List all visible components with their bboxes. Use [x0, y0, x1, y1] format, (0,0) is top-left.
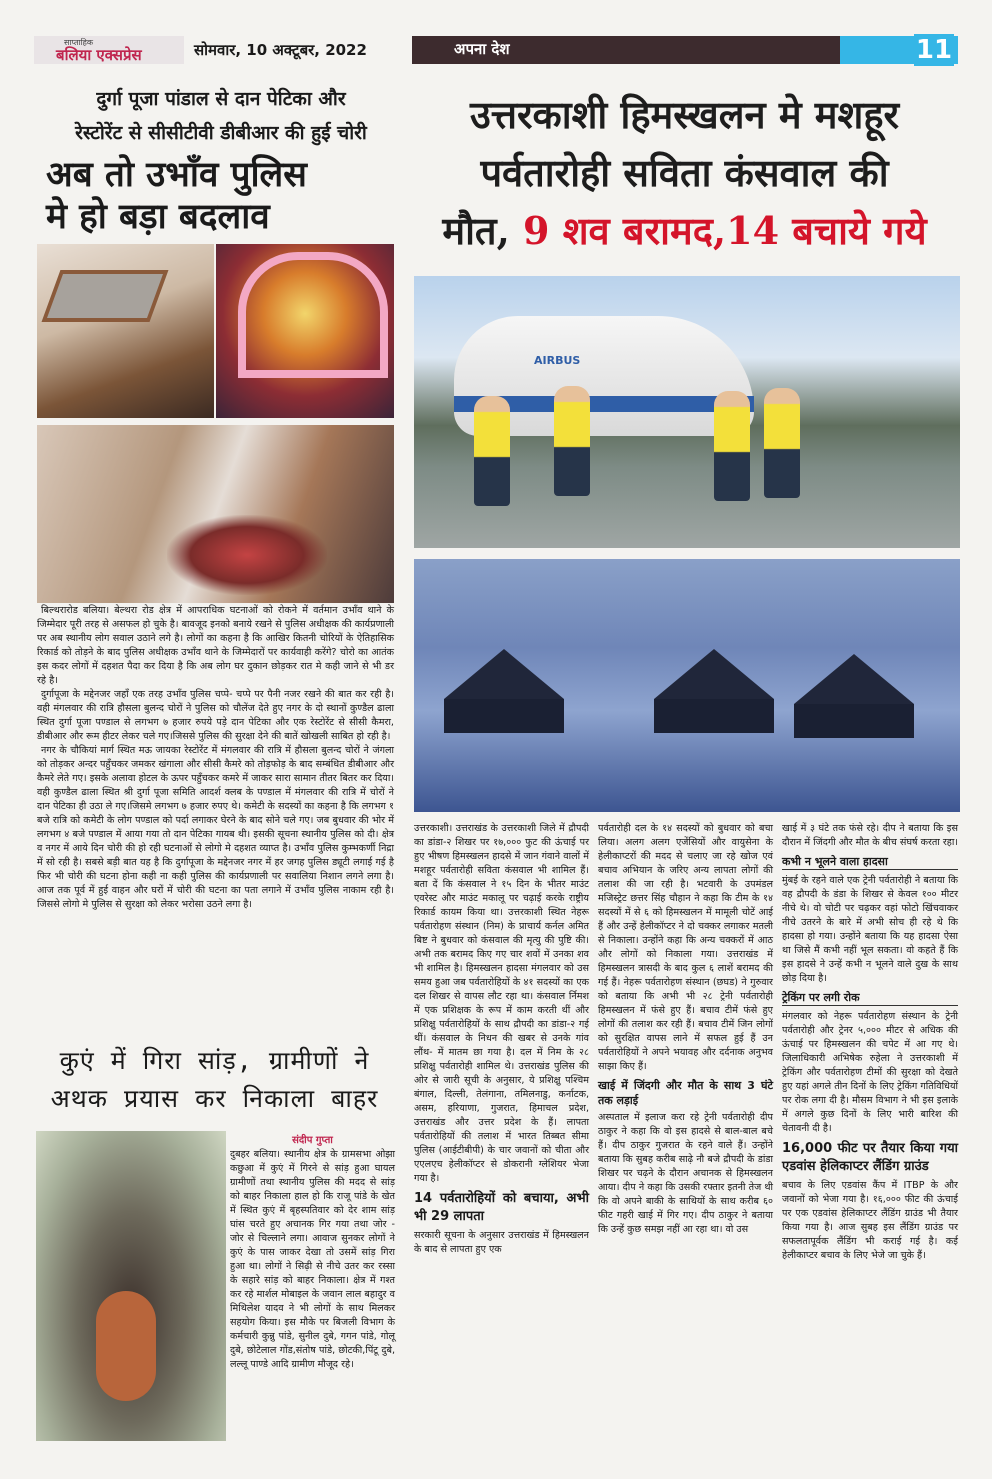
- story1-headline-line1: अब तो उभाँव पुलिस: [46, 154, 307, 195]
- story3-col3-subhead-3: 16,000 फीट पर तैयार किया गया एडवांस हेलिकाप्टर लैंडिंग ग्राउंड: [782, 1141, 958, 1174]
- story3-col1-text: उत्तरकाशी। उत्तराखंड के उत्तरकाशी जिले में द्रौपदी का डांडा-२ शिखर पर १७,००० फुट की ऊंचाई पर हुए भीषण हिमस्खलन हादसे में जान गंवाने वालों में मशहूर पर्वतारोही सविता कंसवाल भी शामिल हैं। बता दें कि कंसवाल ने १५ दिन के भीतर माउंट एवरेस्ट और माउंट मकालू पर चढ़ाई करके राष्ट्रीय रिकार्ड कायम किया था। उत्तरकाशी स्थित नेहरू पर्वतारोहण संस्थान (निम) के प्राचार्य कर्नल अमित बिष्ट ने बुधवार को कंसवाल की मृत्यु की पुष्टि की। अभी तक बरामद किए गए चार शवों में उनका शव भी शामिल है। हिमस्खलन हादसा मंगलवार को उस समय हुआ जब पर्वतारोहियों के ४१ सदस्यों का एक दल शिखर से वापस लौट रहा था। कंसवाल र्निमश में एक प्रशिक्षक के रूप में काम करती थीं और प्रशिक्षु पर्वतारोहियों के साथ द्रौपदी का डांडा-२ गई थीं। कंसवाल के निधन की खबर से उनके गांव लौंथ- में मातम छा गया है। दल में निम के २८ प्रशिक्षु पर्वतारोही शामिल थे। उत्तराखंड पुलिस की ओर से जारी सूची के अनुसार, ये प्रशिक्षु पश्चिम बंगाल, दिल्ली, तेलंगाना, तमिलनाडु, कर्नाटक, असम, हरियाणा, गुजरात, हिमाचल प्रदेश, उत्तराखंड और उत्तर प्रदेश के हैं। लापता पर्वतारोहियों की तलाश में भारत तिब्बत सीमा पुलिस (आईटीबीपी) के चार जवानों को चीता और एएलएच हेलीकॉप्टर से डोकरानी ग्लेशियर भेजा गया है।: [414, 823, 589, 1184]
- story2-byline: संदीप गुप्ता: [292, 1135, 333, 1146]
- story3-headline: [412, 86, 957, 260]
- story1-kicker-line1: दुर्गा पूजा पांडाल से दान पेटिका और: [96, 88, 346, 110]
- story3-col3-subhead-1: कभी न भूलने वाला हादसा: [782, 854, 958, 870]
- story3-col1-tail: सरकारी सूचना के अनुसार उत्तराखंड में हिमस्खलन के बाद से लापता हुए एक: [414, 1230, 589, 1255]
- photo-ransacked-room: [37, 425, 394, 603]
- story3-headline-line3-a: मौत,: [442, 208, 524, 253]
- story3-column-2: [598, 822, 773, 1237]
- story1-headline: [36, 154, 406, 238]
- story3-headline-line3: [412, 202, 957, 260]
- photo-snow-camp-tents: [414, 559, 960, 812]
- helicopter-brand: AIRBUS: [534, 354, 581, 367]
- story3-col3-head: खाई में ३ घंटे तक फंसे रहे। दीप ने बताया कि इस दौरान में जिंदगी और मौत के बीच संघर्ष करता रहा।: [782, 823, 959, 848]
- story3-column-1: [414, 822, 589, 1257]
- story3-col3-p3: बचाव के लिए एडवांस कैंप में ITBP के और जवानों को भेजा गया है। १६,००० फीट की ऊंचाई पर एक एडवांस हेलिकाप्टर लैंडिंग ग्राउंड भी तैयार किया गया है। आज सुबह इस लैंडिंग ग्राउंड पर सफलतापूर्वक लैंडिंग भी कराई गई है। कई हेलीकाप्टर बचाव के लिए भेजे जा चुके हैं।: [782, 1180, 958, 1261]
- story3-column-3: [782, 822, 958, 1263]
- photo-helicopter-rescue-team: [414, 276, 960, 548]
- story1-paragraph: दुर्गापूजा के मद्देनजर जहाँ एक तरह उभाँव पुलिस चप्पे- चप्पे पर पैनी नजर रखने की बात कर रही है। वही मंगलवार की रात्रि हौसला बुलन्द चोरों ने पुलिस को चौलेंज देते हुए नगर के दो स्थानों कुण्डैल ढाला स्थित दुर्गा पूजा पण्डाल से लगभग ७ हजार रुपये पड़े दान पेटिका और एक रेस्टोरेंट से सीसी कैमरा, डीबीआर और रूम हीटर लेकर चले गए।जिससे पुलिस की सुरक्षा देने की बातें खोखली साबित हो रही है।: [37, 689, 394, 742]
- paper-name: बलिया एक्सप्रेस: [56, 46, 142, 64]
- story3-headline-line2: पर्वतारोही सविता कंसवाल की: [480, 150, 889, 195]
- story3-headline-line3-b: 9 शव बरामद,14 बचाये गये: [523, 208, 927, 253]
- issue-date: सोमवार, 10 अक्टूबर, 2022: [194, 41, 367, 59]
- story2-headline-line2: अथक प्रयास कर निकाला बाहर: [50, 1084, 379, 1113]
- story1-headline-line2: मे हो बड़ा बदलाव: [46, 196, 270, 237]
- story3-col2-subhead: खाई में जिंदगी और मौत के साथ 3 घंटे तक लड़ाई: [598, 1079, 773, 1107]
- story3-col3-p2: मंगलवार को नेहरू पर्वतारोहण संस्थान के ट्रेनी पर्वतारोही और ट्रेनर ५,००० मीटर से अधिक की ऊंचाई पर हिमस्खलन की चपेट में आ गए थे। जिलाधिकारी अभिषेक रुहेला ने उत्तरकाशी में ट्रेकिंग और पर्वतारोहण टीमों की सुरक्षा को देखते हुए यहां अगले तीन दिनों के लिए ट्रेकिंग गतिविधियों पर रोक लगा दी है। मौसम विभाग ने भी इस इलाके में अगले कुछ दिनों के लिए भारी बारिश की चेतावनी दी है।: [782, 1011, 958, 1134]
- story3-col2-tail: अस्पताल में इलाज करा रहे ट्रेनी पर्वतारोही दीप ठाकुर ने कहा कि वो इस हादसे से बाल-बाल बचे हैं। दीप ठाकुर गुजरात के रहने वाले हैं। उन्होंने बताया कि सुबह करीब साढ़े नौ बजे द्रौपदी के डांडा शिखर पर चढ़ने के दौरान अचानक से हिमस्खलन आया। दीप ने कहा कि उसकी रफ्तार इतनी तेज थी कि वो अपने बाकी के साथियों के साथ करीब ६० फीट गहरी खाई में गिर गए। दीप ठाकुर ने बताया कि उन्हें कुछ समझ नहीं आ रहा था। वो उस: [598, 1112, 773, 1235]
- page-number: 11: [915, 35, 953, 65]
- story3-col2-text: पर्वतारोही दल के १४ सदस्यों को बुधवार को बचा लिया। अलग अलग एजेंसियों और वायुसेना के हेलीकाप्टरों की मदद से चलाए जा रहे खोज एवं बचाव अभियान के जरिए अन्य लापता लोगों की तलाश की जा रही है। भटवारी के उपमंडल मजिस्ट्रेट छत्तर सिंह चौहान ने कहा कि टीम के १४ सदस्यों में से ६ को हिमस्खलन में मामूली चोटें आई हैं और उन्हें हेलीकॉप्टर ने दो चक्कर लगाकर मतली से निकाला। उन्होंने कहा कि अन्य चक्करों में आठ और लोगों को निकाला गया। उत्तराखंड में हिमस्खलन त्रासदी के बाद कुल ६ लाशें बरामद की गई हैं। नेहरू पर्वतारोहण संस्थान (छघड) ने गुरुवार को बताया कि अभी भी २८ ट्रेनी पर्वतारोही हिमस्खलन में फंसे हुए हैं। बचाव टीमें फंसे हुए लोगों की तलाश कर रही हैं। बचाव टीमें जिन लोगों को सुरक्षित वापस लाने में सफल हुई हैं उन पर्वतारोहियों ने अपने भयावह और दर्दनाक अनुभव साझा किए हैं।: [598, 823, 773, 1072]
- photo-durga-pandal: [216, 244, 394, 418]
- masthead: [34, 36, 958, 64]
- story1-kicker: [36, 82, 406, 150]
- story2-body: दुबहर बलिया। स्थानीय क्षेत्र के ग्रामसभा ओझा कछुआ में कुएं में गिरने से सांड़ हुआ घायल ग्रामीणों तथा स्थानीय पुलिस की मदद से सांड़ को बाहर निकाला हाल हो कि राजू पांडे के खेत में स्थित कुएं में बृहस्पतिवार को देर शाम सांड़ घांस चरते हुए अचानक गिर गया तथा जोर - जोर से चिल्लाने लगा। आवाज सुनकर लोगों ने कुएं के पास जाकर देखा तो उसमें सांड़ गिरा हुआ था। लोगों ने सिढ़ी से नीचे उतर कर रस्सा के सहारे सांड़ को बाहर निकाला। क्षेत्र में गश्त कर रहे मार्शल मोबाइल के जवान लाल बहादुर व मिथिलेश यादव ने भी लोगों के साथ मिलकर सहयोग किया। इस मौके पर बिजली विभाग के कर्मचारी कुन्नु पांडे, सुनील दुबे, गगन पांडे, गोलू दुबे, छोटेलाल गोंड,संतोष पांडे, छोटकी,पिंटू दुबे, लल्लू पाण्डे आदि ग्रामीण मौजूद रहे।: [230, 1149, 395, 1370]
- story1-kicker-line2: रेस्टोरेंट से सीसीटीवी डीबीआर की हुई चोरी: [75, 122, 367, 144]
- story3-col1-subhead: 14 पर्वतारोहियों को बचाया, अभी भी 29 लापता: [414, 1191, 589, 1224]
- story1-paragraph: नगर के चौकियां मार्ग स्थित मऊ जायका रेस्टोरेंट में मंगलवार की रात्रि में हौसला बुलन्द चोरों ने जंगला को तोड़कर अन्दर पहुँचकर जमकर खंगाला और सीसी कैमरे को तोड़फोड़ के बाद सम्बंधित डीबीआर और कैमरे लेते गए। इसके अलावा होटल के ऊपर पहुँचकर कमरे में जाकर सारा सामान तीतर बितर कर दिया। वही कुण्डैल ढाला स्थित श्री दुर्गा पूजा समिति आदर्श क्लब के पण्डाल में मंगलवार की रात्रि में चोरों ने दान पेटिका ही उठा ले गए।जिसमे लगभग ७ हजार रुपए थे। कमेटी के सदस्यों का कहना है कि लगभग १ बजे रात्रि को कमेटी के लोग पण्डाल को पर्दा लगाकर घेरने के बाद सोने चले गए। जब बुधवार की भोर में लगभग ४ बजे पण्डाल में आया गया तो दान पेटिका गायब थी। इसकी सूचना स्थानीय पुलिस को दी। क्षेत्र व नगर में आये दिन चोरी की हो रही घटनाओं से लोगो मे दहशत व्याप्त है। उभाँव पुलिस कुम्भकर्णी निद्रा में सो रही है। सबसे बड़ी बात यह है कि दुर्गापूजा के मद्देनजर नगर में हर जगह पुलिस ड्यूटी लगाई गई है फिर भी चोरी की घटना होना कही ना कही पुलिस की कार्यप्रणाली पर सवालिया निशान लगने लगा है। आज तक पूर्व में हुई वाहन और घरों में चोरी की घटना का पता लगाने में उभाँव पुलिस नाकाम रही है।जिससे लोगो मे पुलिस से सुरक्षा को लेकर भरोसा उठने लगा है।: [37, 745, 394, 910]
- masthead-kicker: साप्ताहिक: [64, 38, 94, 47]
- photo-broken-window: [37, 244, 214, 418]
- section-title: अपना देश: [454, 40, 510, 58]
- story2-headline-line1: कुएं में गिरा सांड़, ग्रामीणों ने: [59, 1046, 370, 1075]
- story3-col3-subhead-2: ट्रेकिंग पर लगी रोक: [782, 990, 958, 1006]
- story3-headline-line1: उत्तरकाशी हिमस्खलन मे मशहूर: [469, 92, 900, 137]
- story1-paragraph: बिल्थरारोड बलिया। बेल्थरा रोड क्षेत्र में आपराधिक घटनाओं को रोकने में वर्तमान उभाँव थाने के जिम्मेदार पूरी तरह से असफल हो चुके है। बावजूद इनको बनाये रखने से पुलिस अधीक्षक की कार्यप्रणाली पर अब स्थानीय लोग सवाल उठाने लगे है। लोगों का कहना है कि आखिर कितनी चोरियों के ऐतिहासिक रिकार्ड को तोड़ने के बाद पुलिस अधीक्षक उभाँव थाने के जिम्मेदारों पर कार्यवाही करेंगे? चोरो का आतंक इस कदर लोगों में दहशत पैदा कर दिया है कि अब लोग घर दुकान छोड़कर रात मे कही जाने से भी डर रहे है।: [37, 605, 394, 686]
- story3-col3-p1: मुंबई के रहने वाले एक ट्रेनी पर्वतारोही ने बताया कि वह द्रौपदी के डंडा के शिखर से केवल १०० मीटर नीचे थे। वो चोटी पर चढ़कर वहां फोटो खिंचवाकर नीचे उतरने के बारे में अभी सोच ही रहे थे कि हादसा हो गया। उन्होंने बताया कि यह हादसा ऐसा था जिसे मैं कभी नहीं भूल सकता। वो कहते हैं कि इस हादसे ने उन्हें कभी न भूलने वाले दुख के साथ छोड़ दिया है।: [782, 875, 958, 984]
- photo-bull-in-well: [36, 1131, 226, 1441]
- story1-body: [37, 604, 394, 912]
- story2-headline: [36, 1042, 393, 1118]
